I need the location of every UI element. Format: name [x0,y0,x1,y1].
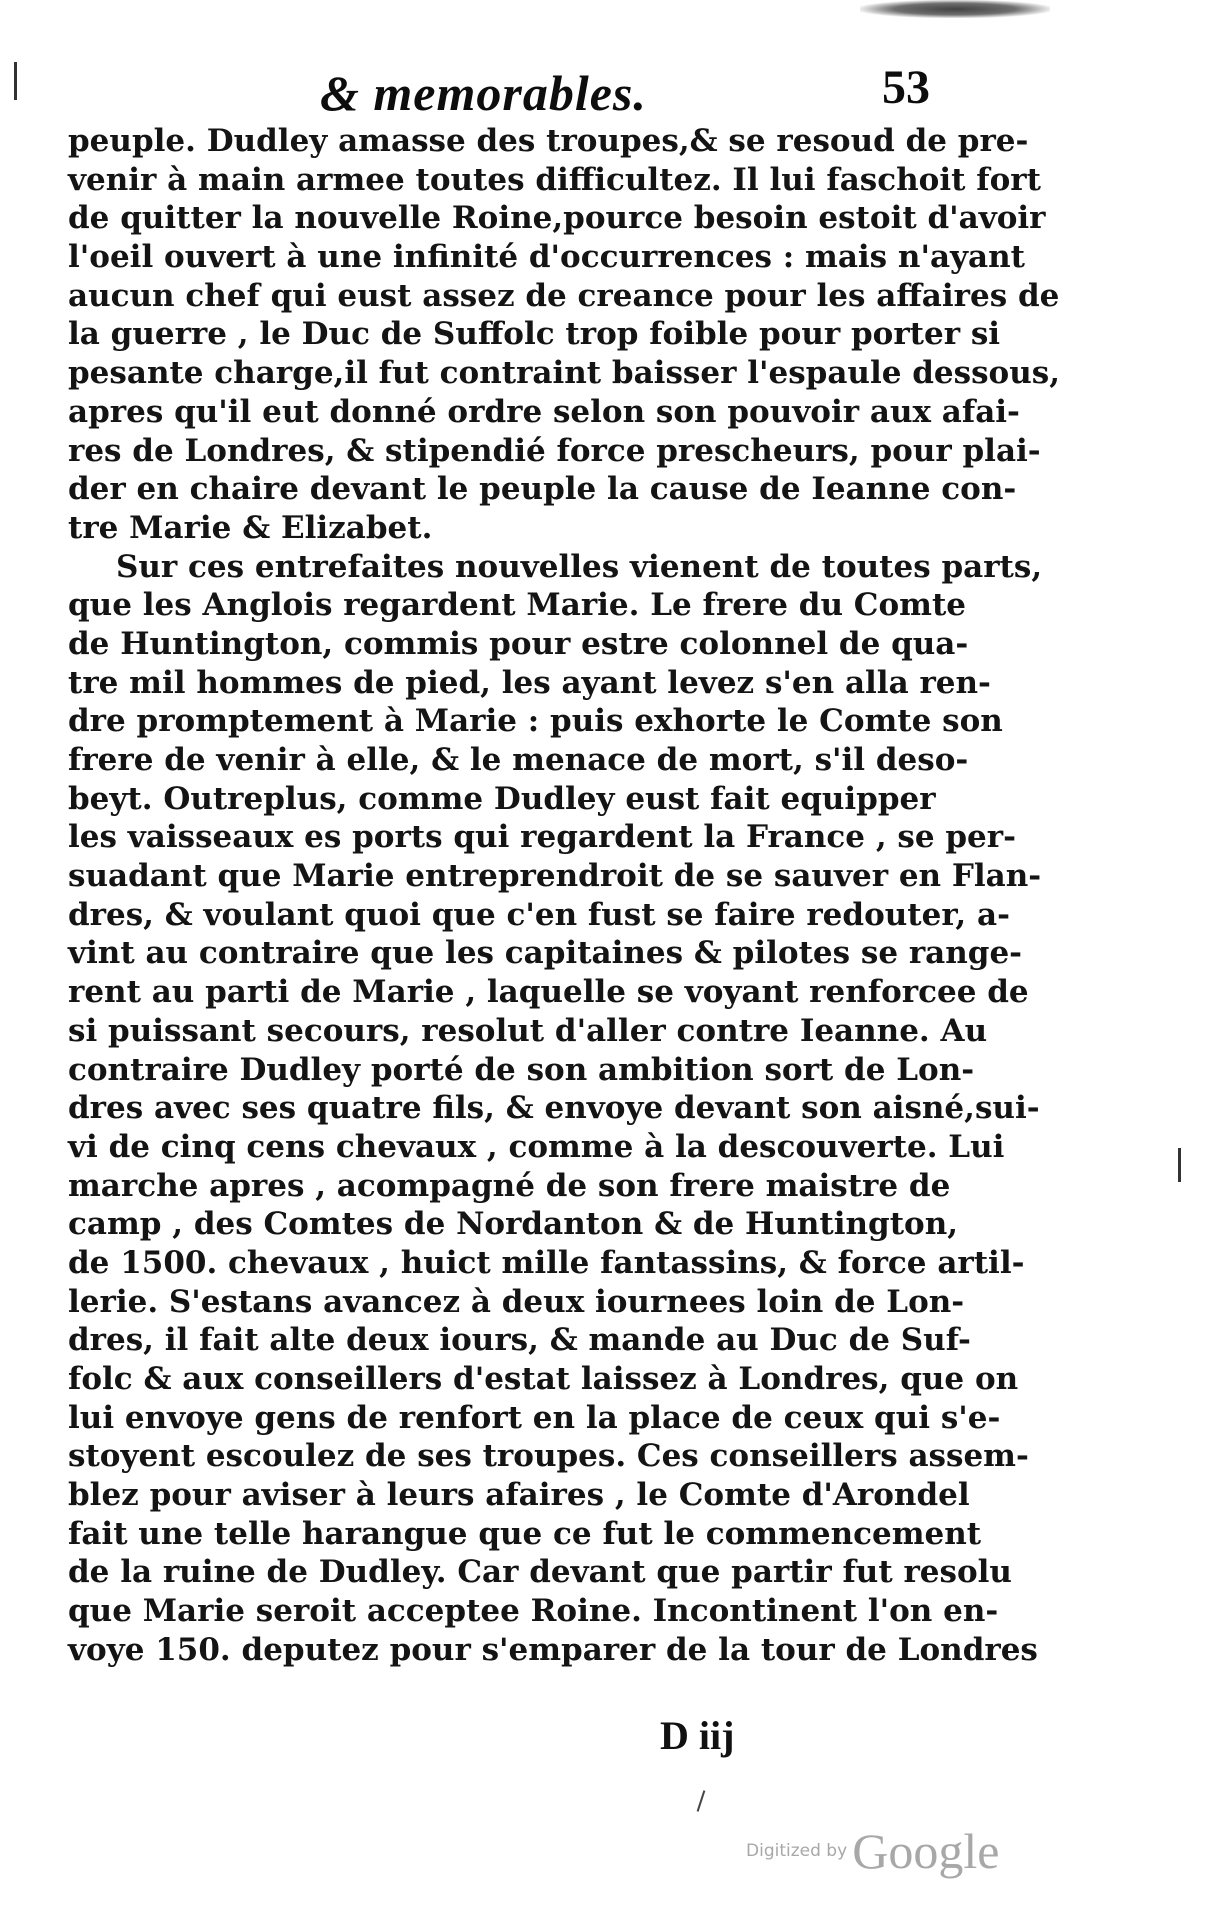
text-line: frere de venir à elle, & le menace de mort, s'il deso- [68,742,969,778]
text-line: fait une telle harangue que ce fut le commencement [68,1515,982,1552]
text-line: der en chaire devant le peuple la cause de Ieanne con- [68,471,1017,508]
text-line: voye 150. deputez pour s'emparer de la tour de Londres [68,1631,1038,1668]
margin-mark [14,62,17,100]
signature-mark: D iij [660,1713,735,1758]
page-header [320,61,930,121]
text-line: que les Anglois regardent Marie. Le frere du Comte [68,587,966,624]
text-line: tre mil hommes de pied, les ayant levez s'en alla ren- [68,664,991,701]
text-line: lui envoye gens de renfort en la place de ceux qui s'e- [68,1399,1001,1436]
text-line: vint au contraire que les capitaines & pilotes se range- [68,935,1023,972]
text-line: dres, il fait alte deux iours, & mande au Duc de Suf- [68,1322,971,1359]
text-line: Sur ces entrefaites nouvelles vienent de toutes parts, [116,548,1043,585]
watermark-brand: Google [852,1823,1000,1879]
ink-smudge [860,0,1050,18]
text-line: les vaisseaux es ports qui regardent la France , se per- [68,819,1016,856]
text-line: la guerre , le Duc de Suffolc trop foible pour porter si [68,316,1001,353]
text-line: vi de cinq cens chevaux , comme à la descouverte. Lui [68,1128,1005,1165]
running-head: & memorables. [320,65,647,121]
watermark-prefix: Digitized by [746,1841,848,1861]
ink-mark [697,1790,706,1812]
text-line: dres avec ses quatre fils, & envoye devant son aisné,sui- [68,1090,1040,1127]
text-line: stoyent escoulez de ses troupes. Ces conseillers assem- [68,1438,1029,1475]
text-line: apres qu'il eut donné ordre selon son pouvoir aux afai- [68,393,1020,430]
text-line: aucun chef qui eust assez de creance pour les affaires de [68,277,1060,314]
text-line: contraire Dudley porté de son ambition sort de Lon- [68,1051,975,1088]
text-line: que Marie seroit acceptee Roine. Incontinent l'on en- [68,1593,999,1630]
text-line: de la ruine de Dudley. Car devant que partir fut resolu [68,1554,1012,1591]
margin-mark [1178,1148,1181,1182]
page-number: 53 [882,61,930,114]
text-line: de Huntington, commis pour estre colonnel de qua- [68,625,969,662]
text-line: l'oeil ouvert à une infinité d'occurrences : mais n'ayant [68,239,1026,276]
digitized-watermark [746,1822,999,1880]
text-line: lerie. S'estans avancez à deux iournees loin de Lon- [68,1283,965,1320]
text-line: suadant que Marie entreprendroit de se sauver en Flan- [68,858,1042,895]
text-line: blez pour aviser à leurs afaires , le Comte d'Arondel [68,1477,970,1514]
text-line: dres, & voulant quoi que c'en fust se faire redouter, a- [68,896,1010,933]
text-line: marche apres , acompagné de son frere maistre de [68,1167,951,1204]
text-line: peuple. Dudley amasse des troupes,& se resoud de pre- [68,123,1029,159]
text-line: beyt. Outreplus, comme Dudley eust fait equipper [68,780,936,817]
text-line: venir à main armee toutes difficultez. Il lui faschoit fort [68,161,1041,198]
text-line: si puissant secours, resolut d'aller contre Ieanne. Au [68,1012,988,1049]
body-text [68,122,1061,1670]
text-line: pesante charge,il fut contraint baisser l'espaule dessous, [68,355,1061,392]
text-line: res de Londres, & stipendié force prescheurs, pour plai- [68,432,1041,469]
text-line: tre Marie & Elizabet. [68,509,433,546]
text-line: de quitter la nouvelle Roine,pource besoin estoit d'avoir [68,200,1046,237]
text-line: camp , des Comtes de Nordanton & de Huntington, [68,1206,959,1243]
text-line: folc & aux conseillers d'estat laissez à Londres, que on [68,1361,1019,1397]
text-line: rent au parti de Marie , laquelle se voyant renforcee de [68,974,1029,1011]
text-line: dre promptement à Marie : puis exhorte le Comte son [68,703,1003,740]
text-line: de 1500. chevaux , huict mille fantassins, & force artil- [68,1244,1025,1281]
